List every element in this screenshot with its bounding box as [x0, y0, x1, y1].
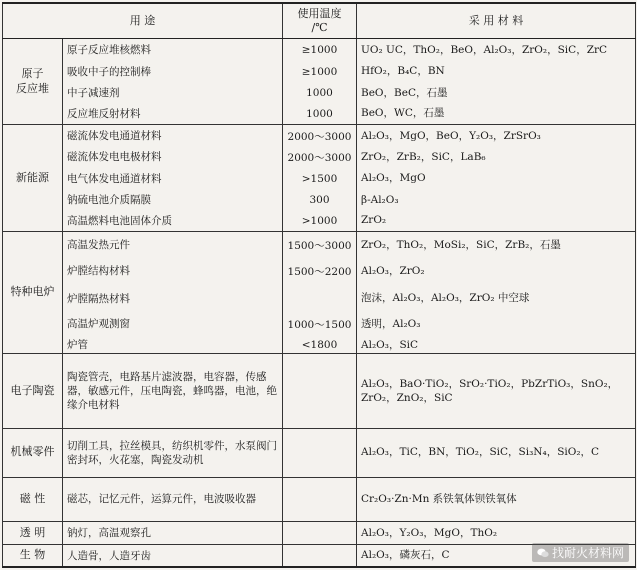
use-cell: 炉管 — [63, 337, 283, 354]
material-cell: Al₂O₃，Y₂O₃，MgO，ThO₂ — [357, 521, 636, 544]
material-cell: β-Al₂O₃ — [357, 189, 636, 210]
material-cell: ZrO₂，ThO₂，MoSi₂，SiC，ZrB₂，石墨 — [357, 232, 636, 258]
use-cell: 切削工具，拉丝模具，纺织机零件，水泵阀门密封环，火花塞，陶瓷发动机 — [63, 429, 283, 477]
wechat-icon — [537, 548, 549, 558]
materials-table — [2, 2, 636, 568]
use-cell: 人造骨，人造牙齿 — [63, 545, 283, 567]
material-cell: Al₂O₃，BaO·TiO₂，SrO₂·TiO₂，PbZrTiO₃，SnO₂，ZrO₂，ZnO₂，SiC — [357, 354, 636, 429]
material-cell: ZrO₂ — [357, 210, 636, 231]
use-cell: 炉膛隔热材料 — [63, 285, 283, 312]
temp-cell: 2000～3000 — [283, 125, 357, 147]
material-cell: Al₂O₃，SiC — [357, 337, 636, 354]
table-row — [3, 312, 636, 336]
temp-cell — [283, 354, 357, 429]
header-temperature: 使用温度 /℃ — [283, 3, 357, 39]
material-cell: Al₂O₃，MgO，BeO，Y₂O₃，ZrSrO₃ — [357, 125, 636, 147]
temp-cell: 1500～3000 — [283, 232, 357, 258]
category-cell: 电子陶瓷 — [3, 354, 63, 429]
category-cell: 机械零件 — [3, 429, 63, 477]
use-cell: 炉膛结构材料 — [63, 258, 283, 285]
table-row — [3, 39, 636, 61]
temp-cell: >1500 — [283, 168, 357, 189]
table-row — [3, 232, 636, 258]
table-row — [3, 103, 636, 124]
table-row — [3, 189, 636, 210]
material-cell: Cr₂O₃·Zn·Mn 系铁氧体钡铁氧体 — [357, 477, 636, 521]
table-row — [3, 429, 636, 477]
material-cell: Al₂O₃，TiC，BN，TiO₂，SiC，Si₃N₄，SiO₂，C — [357, 429, 636, 477]
temp-cell: 1500～2200 — [283, 258, 357, 285]
table-row — [3, 258, 636, 285]
watermark — [532, 543, 629, 562]
material-cell: Al₂O₃，ZrO₂ — [357, 258, 636, 285]
use-cell: 吸收中子的控制棒 — [63, 61, 283, 82]
use-cell: 高温炉观测窗 — [63, 312, 283, 336]
temp-cell: 300 — [283, 189, 357, 210]
category-cell: 新能源 — [3, 125, 63, 232]
table-row — [3, 337, 636, 354]
use-cell: 高温燃料电池固体介质 — [63, 210, 283, 231]
material-cell: BeO，BeC，石墨 — [357, 82, 636, 103]
use-cell: 钠硫电池介质隔膜 — [63, 189, 283, 210]
use-cell: 磁流体发电通道材料 — [63, 125, 283, 147]
table-row — [3, 168, 636, 189]
category-cell: 特种电炉 — [3, 232, 63, 354]
table-row — [3, 61, 636, 82]
use-cell: 高温发热元件 — [63, 232, 283, 258]
material-cell: 泡沫，Al₂O₃，Al₂O₃，ZrO₂ 中空球 — [357, 285, 636, 312]
table-row — [3, 521, 636, 544]
material-cell: 透明，Al₂O₃ — [357, 312, 636, 336]
use-cell: 陶瓷管壳，电路基片滤波器，电容器，传感器，敏感元件，压电陶瓷，蜂鸣器，电池，绝缘介电材料 — [63, 354, 283, 429]
table-row — [3, 82, 636, 103]
use-cell: 磁流体发电电极材料 — [63, 147, 283, 168]
use-cell: 中子减速剂 — [63, 82, 283, 103]
temp-cell — [283, 477, 357, 521]
temp-cell: >1000 — [283, 210, 357, 231]
header-material: 采 用 材 料 — [357, 3, 636, 39]
temp-cell: 2000～3000 — [283, 147, 357, 168]
temp-cell — [283, 545, 357, 567]
category-cell: 原子 反应堆 — [3, 39, 63, 125]
temp-cell — [283, 429, 357, 477]
temp-cell: <1800 — [283, 337, 357, 354]
temp-cell — [283, 285, 357, 312]
table-row — [3, 285, 636, 312]
temp-cell: 1000 — [283, 82, 357, 103]
use-cell: 钠灯，高温观察孔 — [63, 521, 283, 544]
table-row — [3, 477, 636, 521]
table-row — [3, 125, 636, 147]
table-row — [3, 354, 636, 429]
material-cell: UO₂ UC，ThO₂，BeO，Al₂O₃，ZrO₂，SiC，ZrC — [357, 39, 636, 61]
material-cell: Al₂O₃，MgO — [357, 168, 636, 189]
watermark-text: 找耐火材料网 — [551, 546, 624, 560]
table-header-row — [3, 3, 636, 39]
table-row — [3, 210, 636, 231]
table-row — [3, 147, 636, 168]
use-cell: 磁芯，记忆元件，运算元件，电波吸收器 — [63, 477, 283, 521]
category-cell: 透 明 — [3, 521, 63, 544]
temp-cell: 1000 — [283, 103, 357, 124]
category-cell: 磁 性 — [3, 477, 63, 521]
material-cell: ZrO₂，ZrB₂，SiC，LaB₆ — [357, 147, 636, 168]
temp-cell — [283, 521, 357, 544]
material-cell: BeO，WC，石墨 — [357, 103, 636, 124]
header-use: 用 途 — [3, 3, 283, 39]
temp-cell: ≥1000 — [283, 39, 357, 61]
material-cell: HfO₂，B₄C，BN — [357, 61, 636, 82]
use-cell: 电气体发电通道材料 — [63, 168, 283, 189]
use-cell: 反应堆反射材料 — [63, 103, 283, 124]
temp-cell: 1000～1500 — [283, 312, 357, 336]
category-cell: 生 物 — [3, 545, 63, 567]
material-cell: Al₂O₃，磷灰石，C — [357, 545, 636, 567]
use-cell: 原子反应堆核燃料 — [63, 39, 283, 61]
temp-cell: ≥1000 — [283, 61, 357, 82]
